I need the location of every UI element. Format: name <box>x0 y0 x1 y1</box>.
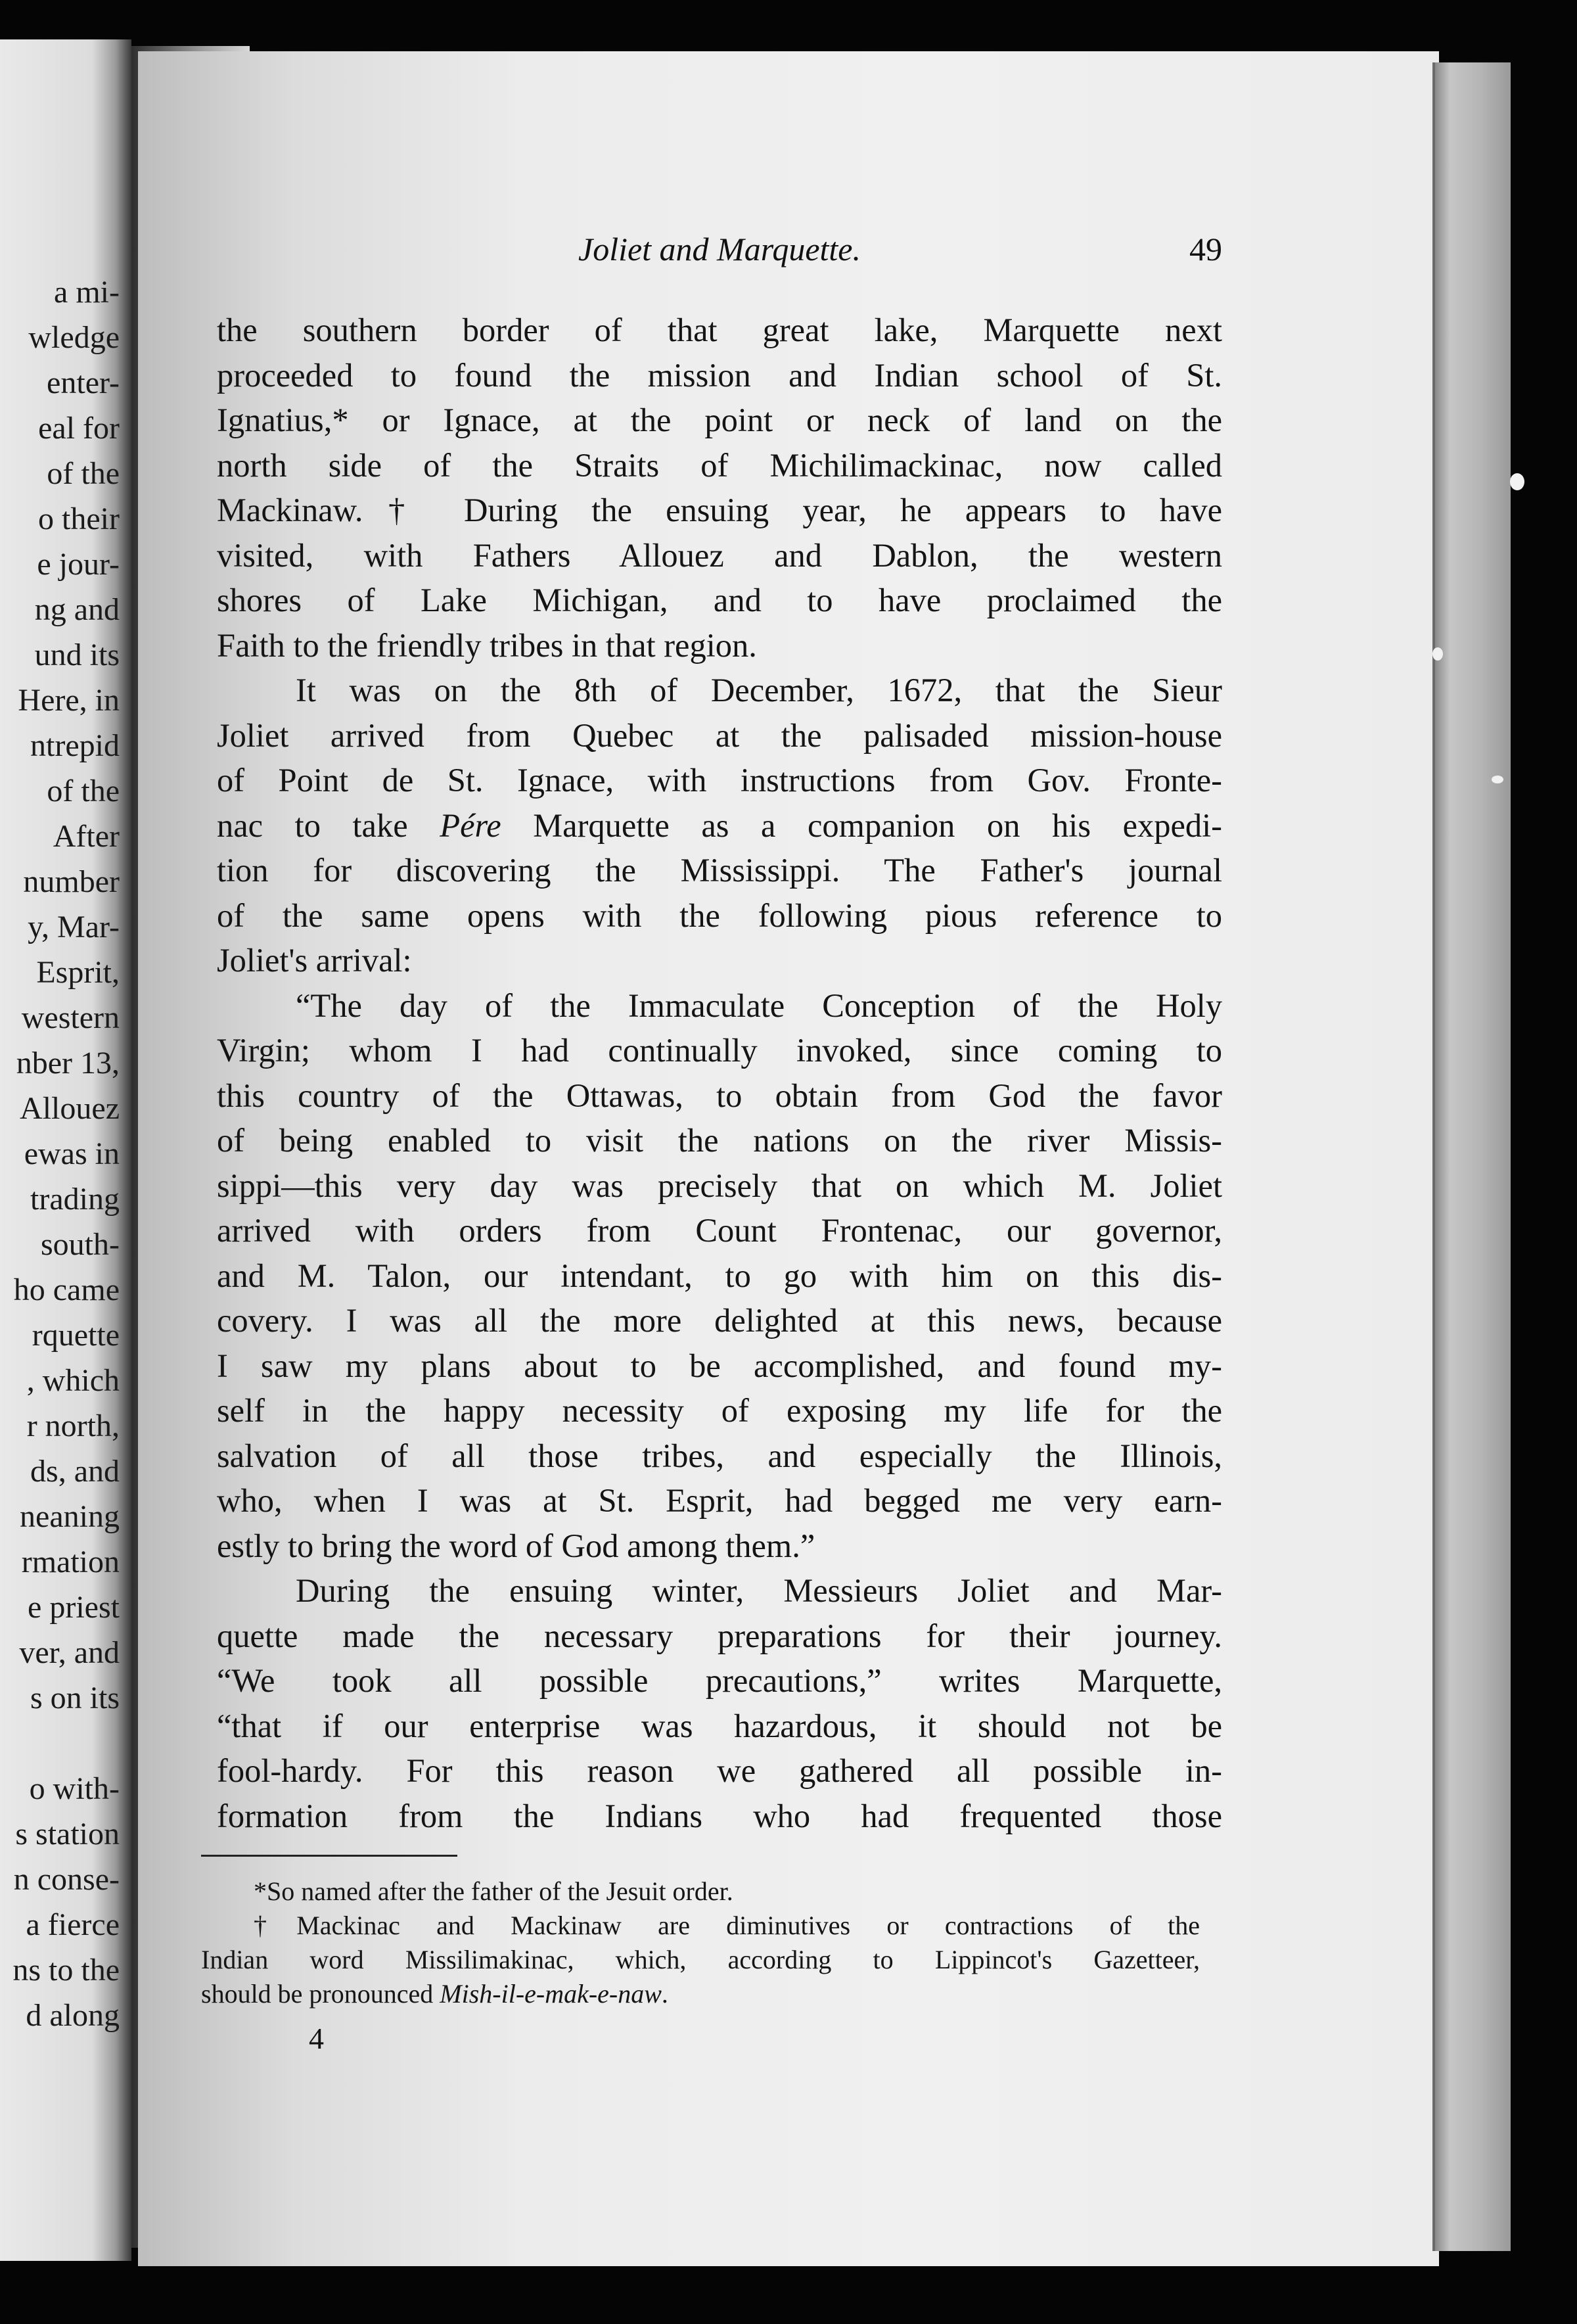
page-block-edge <box>1432 62 1511 2251</box>
body-line: formation from the Indians who had frequented those <box>217 1797 1222 1834</box>
body-line: the southern border of that great lake, Marquette next <box>217 312 1222 348</box>
left-page-line: After <box>53 819 120 854</box>
footnote-line: Indian word Missilimakinac, which, according to Lippincot's Gazetteer, <box>201 1945 1200 1974</box>
left-page-line: south- <box>41 1227 120 1262</box>
body-line: It was on the 8th of December, 1672, that the Sieur <box>296 672 1222 709</box>
body-line: covery. I was all the more delighted at this news, because <box>217 1302 1222 1339</box>
body-line: tion for discovering the Mississippi. The Father's journal <box>217 852 1222 889</box>
footnote-line: †Mackinac and Mackinaw are diminutives or contractions of the <box>254 1911 1200 1940</box>
body-line: “that if our enterprise was hazardous, it should not be <box>217 1707 1222 1744</box>
left-page-line: ds, and <box>30 1454 120 1489</box>
body-line: this country of the Ottawas, to obtain from God the favor <box>217 1077 1222 1114</box>
left-page-line: number <box>23 864 120 899</box>
left-page-line: s station <box>15 1817 120 1851</box>
page-header <box>217 230 1222 276</box>
left-page-text <box>1 269 120 2038</box>
running-head: Joliet and Marquette. <box>578 231 861 267</box>
left-page-line: e jour- <box>37 547 120 582</box>
body-line: sippi—this very day was precisely that on which M. Joliet <box>217 1167 1222 1204</box>
left-page-line: rmation <box>21 1545 120 1579</box>
left-page-line: ns to the <box>12 1953 120 1987</box>
left-page-line: of the <box>47 774 120 808</box>
body-line: I saw my plans about to be accomplished, and found my- <box>217 1347 1222 1384</box>
left-page-line: of the <box>47 456 120 491</box>
left-page-line: rquette <box>32 1318 120 1353</box>
left-page-line: western <box>21 1000 120 1035</box>
body-line: salvation of all those tribes, and especially the Illinois, <box>217 1437 1222 1474</box>
left-page-line: ewas in <box>24 1136 120 1171</box>
body-line: nac to take Pére Marquette as a companion on his expedi- <box>217 806 1222 844</box>
body-line: of the same opens with the following pious reference to <box>217 896 1222 934</box>
left-page-line: e priest <box>28 1590 120 1625</box>
body-line: “The day of the Immaculate Conception of the Holy <box>296 987 1222 1024</box>
body-line: arrived with orders from Count Frontenac, our governor, <box>217 1212 1222 1249</box>
left-page-line: d along <box>26 1998 120 2033</box>
footnote-line: should be pronounced Mish-il-e-mak-e-naw. <box>201 1979 668 2009</box>
body-line: north side of the Straits of Michilimackinac, now called <box>217 446 1222 484</box>
body-line: and M. Talon, our intendant, to go with him on this dis- <box>217 1257 1222 1294</box>
footnote-rule <box>201 1855 457 1857</box>
body-line: self in the happy necessity of exposing my life for the <box>217 1392 1222 1429</box>
body-line: During the ensuing winter, Messieurs Joliet and Mar- <box>296 1572 1222 1609</box>
left-page-line: enter- <box>47 365 120 400</box>
body-line: Virgin; whom I had continually invoked, since coming to <box>217 1032 1222 1069</box>
left-page-line: o their <box>38 501 120 536</box>
left-page-line: y, Mar- <box>28 910 120 944</box>
left-page-line: , which <box>26 1363 120 1398</box>
footnotes <box>201 1874 1200 2011</box>
scan-speck <box>1432 647 1443 661</box>
body-line: Joliet arrived from Quebec at the palisaded mission-house <box>217 716 1222 754</box>
left-page-line: a mi- <box>54 275 120 310</box>
body-line: Joliet's arrival: <box>217 942 412 979</box>
left-page-line: trading <box>30 1182 120 1217</box>
body-line: shores of Lake Michigan, and to have proclaimed the <box>217 582 1222 618</box>
left-page-line <box>1 1721 120 1766</box>
body-line: proceeded to found the mission and Indian school of St. <box>217 356 1222 394</box>
footnote-line: *So named after the father of the Jesuit order. <box>254 1876 733 1906</box>
scan-speck <box>1510 473 1524 490</box>
left-page-line: nber 13, <box>16 1046 120 1081</box>
left-page-line: s on its <box>30 1681 120 1715</box>
left-page-line: o with- <box>29 1771 120 1806</box>
body-line: who, when I was at St. Esprit, had begged me very earn- <box>217 1482 1222 1519</box>
left-page-line: Esprit, <box>36 955 120 990</box>
left-page-line: eal for <box>38 411 120 446</box>
left-page-line: n conse- <box>13 1862 120 1897</box>
left-page-line: ho came <box>13 1272 120 1307</box>
left-page-line: Allouez <box>20 1091 120 1126</box>
body-line: fool-hardy. For this reason we gathered all possible in- <box>217 1752 1222 1789</box>
body-line: of Point de St. Ignace, with instructions from Gov. Fronte- <box>217 762 1222 799</box>
left-page-line: ver, and <box>19 1635 120 1670</box>
body-line: “We took all possible precautions,” writes Marquette, <box>217 1662 1222 1699</box>
left-page-line: ntrepid <box>30 728 120 763</box>
left-page-line: r north, <box>26 1408 120 1443</box>
left-page-line: neaning <box>20 1499 120 1534</box>
page-number: 49 <box>1189 231 1222 267</box>
body-line: visited, with Fathers Allouez and Dablon, the western <box>217 536 1222 574</box>
left-page-line: ng and <box>34 592 120 627</box>
left-page-line: und its <box>34 638 120 672</box>
body-line: quette made the necessary preparations for their journey. <box>217 1617 1222 1654</box>
body-line: estly to bring the word of God among them.” <box>217 1527 815 1564</box>
scan-speck <box>1492 776 1503 783</box>
body-line: Mackinaw.† During the ensuing year, he appears to have <box>217 492 1222 528</box>
facing-left-page <box>0 39 131 2261</box>
left-page-line: wledge <box>28 320 120 355</box>
body-line: Ignatius,* or Ignace, at the point or neck of land on the <box>217 402 1222 438</box>
body-line: of being enabled to visit the nations on the river Missis- <box>217 1122 1222 1159</box>
body-line: Faith to the friendly tribes in that region. <box>217 626 757 664</box>
left-page-line: a fierce <box>26 1907 120 1942</box>
signature-mark: 4 <box>309 2022 324 2055</box>
left-page-line: Here, in <box>18 683 120 718</box>
body-text <box>217 308 1222 1838</box>
